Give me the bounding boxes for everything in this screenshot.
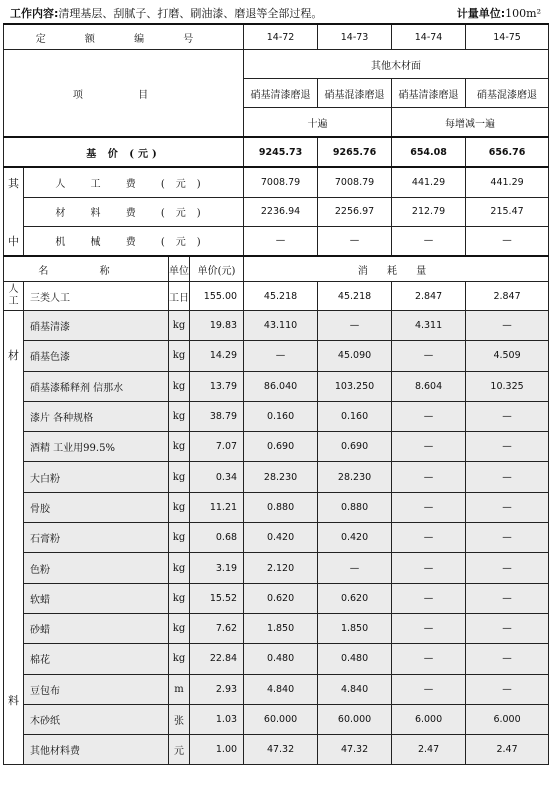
code-label: 定 额 编 号 bbox=[4, 24, 244, 50]
cost-name: 材 料 费 (元) bbox=[24, 197, 244, 226]
sub-title: 硝基混漆磨退 bbox=[466, 79, 549, 108]
consume-value: 0.160 bbox=[244, 401, 318, 431]
cost-value: 2256.97 bbox=[318, 197, 392, 226]
measure-unit-value: 100m² bbox=[505, 7, 541, 20]
resource-unit: kg bbox=[169, 401, 190, 431]
consume-value: 47.32 bbox=[244, 735, 318, 765]
consume-value: — bbox=[392, 583, 466, 613]
consume-value: — bbox=[392, 341, 466, 371]
material-row bbox=[4, 644, 549, 674]
resource-price: 0.34 bbox=[190, 462, 244, 492]
resource-unit: kg bbox=[169, 462, 190, 492]
resource-name: 棉花 bbox=[24, 644, 169, 674]
unit-header: 单位 bbox=[169, 256, 190, 282]
consume-value: — bbox=[392, 553, 466, 583]
pass-label: 十遍 bbox=[244, 108, 392, 138]
cost-value: — bbox=[392, 226, 466, 256]
resource-price: 38.79 bbox=[190, 401, 244, 431]
resource-price: 7.07 bbox=[190, 432, 244, 462]
base-price: 9265.76 bbox=[318, 137, 392, 167]
consume-value: 0.160 bbox=[318, 401, 392, 431]
resource-name: 三类人工 bbox=[24, 282, 169, 311]
consume-value: — bbox=[466, 644, 549, 674]
cost-row bbox=[4, 167, 549, 197]
consume-value: 2.47 bbox=[466, 735, 549, 765]
material-group-char: 材 bbox=[8, 349, 19, 362]
among-label: 中 bbox=[4, 226, 24, 256]
consume-value: — bbox=[392, 492, 466, 522]
consumption-header-row bbox=[4, 256, 549, 282]
material-row bbox=[4, 311, 549, 341]
consume-value: 60.000 bbox=[244, 704, 318, 734]
consume-value: 4.840 bbox=[318, 674, 392, 704]
consume-value: — bbox=[466, 401, 549, 431]
base-price: 9245.73 bbox=[244, 137, 318, 167]
cost-value: 7008.79 bbox=[244, 167, 318, 197]
resource-price: 0.68 bbox=[190, 523, 244, 553]
consume-value: — bbox=[392, 462, 466, 492]
consume-value: 4.840 bbox=[244, 674, 318, 704]
resource-price: 1.03 bbox=[190, 704, 244, 734]
consume-value: 60.000 bbox=[318, 704, 392, 734]
cost-value: 441.29 bbox=[392, 167, 466, 197]
consume-value: — bbox=[466, 674, 549, 704]
consume-value: — bbox=[466, 553, 549, 583]
material-group-char: 料 bbox=[8, 694, 19, 708]
item-label: 项 目 bbox=[4, 50, 244, 138]
measure-unit-label: 计量单位: bbox=[456, 7, 506, 20]
consume-value: — bbox=[392, 644, 466, 674]
resource-name: 木砂纸 bbox=[24, 704, 169, 734]
consume-value: 86.040 bbox=[244, 371, 318, 401]
resource-price: 22.84 bbox=[190, 644, 244, 674]
resource-unit: kg bbox=[169, 613, 190, 643]
consume-value: 0.880 bbox=[244, 492, 318, 522]
consume-value: — bbox=[466, 523, 549, 553]
resource-unit: kg bbox=[169, 371, 190, 401]
resource-unit: kg bbox=[169, 523, 190, 553]
consume-value: 0.420 bbox=[318, 523, 392, 553]
resource-price: 1.00 bbox=[190, 735, 244, 765]
cost-value: 212.79 bbox=[392, 197, 466, 226]
consume-value: 28.230 bbox=[244, 462, 318, 492]
consume-value: 45.218 bbox=[318, 282, 392, 311]
cost-value: 215.47 bbox=[466, 197, 549, 226]
resource-name: 软蜡 bbox=[24, 583, 169, 613]
among-label bbox=[4, 197, 24, 226]
price-header: 单价(元) bbox=[190, 256, 244, 282]
resource-name: 豆包布 bbox=[24, 674, 169, 704]
work-content-label: 工作内容: bbox=[10, 7, 59, 20]
measure-unit bbox=[457, 5, 547, 21]
consume-value: — bbox=[392, 401, 466, 431]
resource-unit: kg bbox=[169, 553, 190, 583]
consume-value: 0.690 bbox=[244, 432, 318, 462]
resource-price: 14.29 bbox=[190, 341, 244, 371]
consume-value: — bbox=[466, 432, 549, 462]
consume-value: 45.218 bbox=[244, 282, 318, 311]
consume-value: 4.311 bbox=[392, 311, 466, 341]
material-row bbox=[4, 371, 549, 401]
consume-value: 0.620 bbox=[244, 583, 318, 613]
consume-value: — bbox=[466, 583, 549, 613]
resource-name: 硝基清漆 bbox=[24, 311, 169, 341]
code-row bbox=[4, 24, 549, 50]
resource-price: 15.52 bbox=[190, 583, 244, 613]
resource-name: 漆片 各种规格 bbox=[24, 401, 169, 431]
labor-row bbox=[4, 282, 549, 311]
cost-row bbox=[4, 197, 549, 226]
quota-table bbox=[3, 23, 549, 765]
pass-label: 每增减一遍 bbox=[392, 108, 549, 138]
base-price: 654.08 bbox=[392, 137, 466, 167]
consume-value: 103.250 bbox=[318, 371, 392, 401]
resource-unit: kg bbox=[169, 644, 190, 674]
base-price-row bbox=[4, 137, 549, 167]
page-header bbox=[4, 3, 547, 21]
resource-name: 骨胶 bbox=[24, 492, 169, 522]
resource-price: 155.00 bbox=[190, 282, 244, 311]
material-row bbox=[4, 462, 549, 492]
material-group-label bbox=[4, 311, 24, 765]
cost-name: 机 械 费 (元) bbox=[24, 226, 244, 256]
material-row bbox=[4, 432, 549, 462]
consume-value: — bbox=[392, 613, 466, 643]
base-price: 656.76 bbox=[466, 137, 549, 167]
resource-price: 13.79 bbox=[190, 371, 244, 401]
material-row bbox=[4, 553, 549, 583]
consume-value: 0.880 bbox=[318, 492, 392, 522]
consume-value: — bbox=[318, 553, 392, 583]
consume-value: 2.120 bbox=[244, 553, 318, 583]
consume-value: 10.325 bbox=[466, 371, 549, 401]
consume-value: — bbox=[392, 523, 466, 553]
resource-price: 3.19 bbox=[190, 553, 244, 583]
work-content bbox=[4, 5, 322, 21]
resource-name: 砂蜡 bbox=[24, 613, 169, 643]
consume-value: 0.620 bbox=[318, 583, 392, 613]
cost-name: 人 工 费 (元) bbox=[24, 167, 244, 197]
cost-value: 7008.79 bbox=[318, 167, 392, 197]
base-price-label: 基 价 (元) bbox=[4, 137, 244, 167]
group-title: 其他木材面 bbox=[244, 50, 549, 79]
resource-price: 11.21 bbox=[190, 492, 244, 522]
material-row bbox=[4, 674, 549, 704]
resource-name: 石膏粉 bbox=[24, 523, 169, 553]
resource-unit: kg bbox=[169, 432, 190, 462]
resource-name: 硝基漆稀释剂 信那水 bbox=[24, 371, 169, 401]
resource-unit: kg bbox=[169, 311, 190, 341]
resource-name: 其他材料费 bbox=[24, 735, 169, 765]
consume-value: — bbox=[466, 492, 549, 522]
material-row bbox=[4, 613, 549, 643]
consume-header: 消 耗 量 bbox=[244, 256, 549, 282]
cost-value: — bbox=[244, 226, 318, 256]
resource-name: 酒精 工业用99.5% bbox=[24, 432, 169, 462]
consume-value: — bbox=[392, 674, 466, 704]
consume-value: 43.110 bbox=[244, 311, 318, 341]
consume-value: 47.32 bbox=[318, 735, 392, 765]
consume-value: — bbox=[466, 462, 549, 492]
cost-value: — bbox=[466, 226, 549, 256]
sub-title: 硝基清漆磨退 bbox=[392, 79, 466, 108]
consume-value: — bbox=[466, 311, 549, 341]
consume-value: 2.847 bbox=[466, 282, 549, 311]
consume-value: 2.847 bbox=[392, 282, 466, 311]
consume-value: 28.230 bbox=[318, 462, 392, 492]
resource-unit: 工日 bbox=[169, 282, 190, 311]
resource-unit: kg bbox=[169, 341, 190, 371]
cost-value: — bbox=[318, 226, 392, 256]
consume-value: 0.420 bbox=[244, 523, 318, 553]
consume-value: 0.480 bbox=[318, 644, 392, 674]
material-row bbox=[4, 492, 549, 522]
consume-value: 1.850 bbox=[244, 613, 318, 643]
material-row bbox=[4, 735, 549, 765]
resource-price: 19.83 bbox=[190, 311, 244, 341]
work-content-text: 清理基层、刮腻子、打磨、刷油漆、磨退等全部过程。 bbox=[58, 7, 323, 20]
material-row bbox=[4, 583, 549, 613]
material-row bbox=[4, 523, 549, 553]
resource-name: 色粉 bbox=[24, 553, 169, 583]
consume-value: 45.090 bbox=[318, 341, 392, 371]
consume-value: — bbox=[392, 432, 466, 462]
code-cell: 14-73 bbox=[318, 24, 392, 50]
consume-value: 0.480 bbox=[244, 644, 318, 674]
material-row bbox=[4, 401, 549, 431]
cost-row bbox=[4, 226, 549, 256]
cost-value: 441.29 bbox=[466, 167, 549, 197]
consume-value: 8.604 bbox=[392, 371, 466, 401]
consume-value: 1.850 bbox=[318, 613, 392, 643]
consume-value: 6.000 bbox=[466, 704, 549, 734]
resource-unit: 张 bbox=[169, 704, 190, 734]
consume-value: — bbox=[318, 311, 392, 341]
resource-unit: 元 bbox=[169, 735, 190, 765]
consume-value: 6.000 bbox=[392, 704, 466, 734]
among-label: 其 bbox=[4, 167, 24, 197]
material-row bbox=[4, 704, 549, 734]
resource-unit: kg bbox=[169, 583, 190, 613]
code-cell: 14-72 bbox=[244, 24, 318, 50]
consume-value: — bbox=[466, 613, 549, 643]
cost-value: 2236.94 bbox=[244, 197, 318, 226]
code-cell: 14-74 bbox=[392, 24, 466, 50]
consume-value: 0.690 bbox=[318, 432, 392, 462]
material-row bbox=[4, 341, 549, 371]
code-cell: 14-75 bbox=[466, 24, 549, 50]
resource-price: 7.62 bbox=[190, 613, 244, 643]
resource-unit: m bbox=[169, 674, 190, 704]
group-title-row bbox=[4, 50, 549, 79]
labor-group-label: 人工 bbox=[4, 282, 24, 311]
resource-unit: kg bbox=[169, 492, 190, 522]
resource-name: 大白粉 bbox=[24, 462, 169, 492]
resource-price: 2.93 bbox=[190, 674, 244, 704]
consume-value: 2.47 bbox=[392, 735, 466, 765]
sub-title: 硝基清漆磨退 bbox=[244, 79, 318, 108]
resource-name: 硝基色漆 bbox=[24, 341, 169, 371]
consume-value: 4.509 bbox=[466, 341, 549, 371]
name-header: 名 称 bbox=[4, 256, 169, 282]
consume-value: — bbox=[244, 341, 318, 371]
sub-title: 硝基混漆磨退 bbox=[318, 79, 392, 108]
